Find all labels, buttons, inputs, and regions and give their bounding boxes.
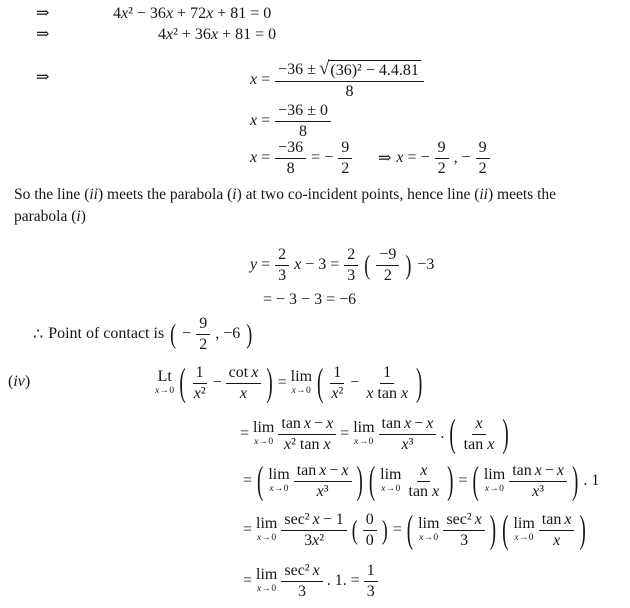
numerator: 1 <box>364 562 378 582</box>
limit-word: lim <box>256 515 278 533</box>
equation-mid: x − 3 = <box>294 256 340 273</box>
point-of-contact <box>33 312 253 356</box>
right-paren: ) <box>579 508 586 552</box>
fraction <box>509 462 567 501</box>
equals-sign: = <box>243 572 253 589</box>
right-paren: ) <box>381 515 388 545</box>
minus-sign: − <box>182 325 192 342</box>
fraction <box>376 246 399 285</box>
numerator: tan x − x <box>379 415 437 435</box>
equals-sign: = <box>277 374 287 391</box>
equation-lhs: x = <box>250 149 271 166</box>
limit-operator <box>291 369 312 396</box>
numerator-prefix: −36 ± <box>278 60 316 78</box>
numerator: cot x <box>226 364 262 384</box>
fraction <box>443 511 484 550</box>
limit-operator <box>256 516 277 543</box>
numerator: 0 <box>363 511 377 531</box>
equation-a5 <box>250 138 352 178</box>
denominator: 2 <box>199 335 208 353</box>
ref-i: (i) <box>71 208 86 225</box>
denominator: 3 <box>278 266 287 284</box>
fraction <box>364 562 378 601</box>
fraction <box>338 139 352 178</box>
denominator: 2 <box>437 159 446 177</box>
numerator: x <box>417 462 430 482</box>
left-paren: ( <box>449 412 456 456</box>
left-paren: ( <box>364 250 371 280</box>
equation-lhs: x = <box>250 112 271 129</box>
denominator: tan x <box>408 482 440 500</box>
equation-a1: 4x² − 36x + 72x + 81 = 0 <box>113 5 272 22</box>
fraction <box>275 139 306 178</box>
fraction <box>476 139 490 178</box>
equals-sign: = <box>392 521 402 538</box>
left-paren: ( <box>406 508 414 552</box>
implies-arrow: ⇒ <box>378 150 392 167</box>
times-one: . 1 <box>583 472 600 489</box>
limit-subscript: x→0 <box>354 437 374 448</box>
equation-a2: 4x² + 36x + 81 = 0 <box>158 26 277 43</box>
equation-a5-tail <box>378 138 490 178</box>
minus-sign: − <box>350 374 360 391</box>
denominator: x³ <box>401 435 414 453</box>
equation-c3 <box>243 458 599 504</box>
paragraph-line-2 <box>14 206 86 227</box>
equals-minus: = − <box>311 149 334 166</box>
left-paren: ( <box>257 459 264 503</box>
denominator: tan x <box>463 435 495 453</box>
minus-sign: − <box>212 374 222 391</box>
denominator: 2 <box>383 266 392 284</box>
right-paren: ) <box>489 508 497 552</box>
fraction <box>344 246 358 285</box>
denominator: 2 <box>478 159 487 177</box>
fraction <box>275 102 331 141</box>
left-paren: ( <box>179 361 186 405</box>
numerator: 1 <box>330 364 344 384</box>
right-paren: ) <box>246 319 253 349</box>
limit-subscript: x→0 <box>291 386 312 397</box>
denominator: 0 <box>365 531 374 549</box>
right-paren: ) <box>405 250 412 280</box>
equation-b2: = − 3 − 3 = −6 <box>263 291 357 308</box>
numerator: −36 <box>275 139 306 159</box>
contact-text: Point of contact is <box>48 325 165 342</box>
limit-word: lim <box>353 419 375 437</box>
fraction <box>406 462 443 501</box>
limit-word: lim <box>268 466 290 484</box>
denominator: x² tan x <box>283 435 331 453</box>
limit-operator <box>155 369 174 396</box>
paragraph-text: at two co-incident points, hence line <box>241 186 475 203</box>
fraction <box>363 364 411 403</box>
equation-lhs: x = − <box>396 149 430 166</box>
equals-sign: = <box>240 425 250 442</box>
fraction <box>281 562 322 601</box>
limit-operator <box>380 467 401 494</box>
paragraph-text: So the line <box>14 186 85 203</box>
numerator: 1 <box>193 364 207 384</box>
numerator: −9 <box>376 246 399 266</box>
denominator: 3x² <box>304 531 325 549</box>
right-paren: ) <box>502 412 509 456</box>
item-label-iv: (iv) <box>8 373 31 390</box>
equation-c2 <box>240 412 510 456</box>
denominator: 3 <box>460 531 469 549</box>
limit-operator <box>256 567 277 594</box>
limit-word: Lt <box>157 368 172 386</box>
paragraph-text: meets the <box>493 186 557 203</box>
limit-subscript: x→0 <box>269 484 289 495</box>
numerator: −36 ± 0 <box>275 102 331 122</box>
numerator: 1 <box>380 364 394 384</box>
limit-subscript: x→0 <box>484 484 505 495</box>
fraction <box>196 315 210 354</box>
paragraph-line-1 <box>14 184 556 205</box>
multiplication-dot: . <box>440 425 445 442</box>
fraction <box>461 415 498 454</box>
limit-word: lim <box>380 466 402 484</box>
denominator: x³ <box>532 482 545 500</box>
right-paren: ) <box>266 361 273 405</box>
limit-word: lim <box>290 368 313 386</box>
right-paren: ) <box>571 459 579 503</box>
numerator: sec² x <box>443 511 484 531</box>
limit-subscript: x→0 <box>514 533 534 544</box>
equation-a3 <box>250 56 424 104</box>
fraction <box>379 415 437 454</box>
right-paren: ) <box>356 459 363 503</box>
times-one-equals: . 1. = <box>326 572 360 589</box>
fraction <box>435 139 449 178</box>
limit-subscript: x→0 <box>381 484 401 495</box>
numerator: 2 <box>344 246 358 266</box>
left-paren: ( <box>170 319 177 349</box>
fraction <box>191 364 209 403</box>
paragraph-text: parabola <box>14 208 72 225</box>
contact-tail: , −6 <box>215 325 241 342</box>
left-paren: ( <box>502 508 509 552</box>
fraction <box>539 511 575 550</box>
radicand: (36)² − 4.4.81 <box>330 61 419 79</box>
limit-subscript: x→0 <box>254 437 274 448</box>
implies-arrow: ⇒ <box>36 5 50 22</box>
left-paren: ( <box>368 459 376 503</box>
therefore-symbol: ∴ <box>33 326 44 343</box>
fraction <box>363 511 377 550</box>
fraction <box>281 511 346 550</box>
fraction <box>328 364 346 403</box>
limit-operator <box>253 420 274 447</box>
denominator: 3 <box>298 582 307 600</box>
equals-sign: = <box>340 425 350 442</box>
equals-sign: = <box>243 472 253 489</box>
limit-word: lim <box>256 566 278 584</box>
denominator: 2 <box>341 159 350 177</box>
equation-c1 <box>155 358 423 408</box>
numerator: 9 <box>476 139 490 159</box>
limit-subscript: x→0 <box>419 533 439 544</box>
equals-sign: = <box>243 521 253 538</box>
equation-lhs: x = <box>250 71 271 88</box>
numerator: tan x − x <box>294 462 352 482</box>
limit-subscript: x→0 <box>257 584 277 595</box>
numerator: tan x − x <box>278 415 336 435</box>
limit-subscript: x→0 <box>257 533 277 544</box>
limit-word: lim <box>418 515 440 533</box>
equation-c5 <box>243 558 378 604</box>
left-paren: ( <box>351 515 358 545</box>
limit-word: lim <box>253 419 275 437</box>
right-paren: ) <box>447 459 454 503</box>
numerator <box>275 57 424 82</box>
denominator: 3 <box>347 266 356 284</box>
numerator: x <box>472 415 485 435</box>
limit-word: lim <box>483 466 506 484</box>
fraction <box>275 246 289 285</box>
numerator: tan x <box>539 511 575 531</box>
denominator: 8 <box>345 82 354 100</box>
denominator: x <box>553 531 561 549</box>
equation-b1 <box>250 240 434 290</box>
numerator: tan x − x <box>509 462 567 482</box>
denominator: x² <box>193 384 206 402</box>
limit-subscript: x→0 <box>155 386 175 397</box>
fraction <box>226 364 262 403</box>
equation-c4 <box>243 506 587 554</box>
denominator: 8 <box>299 122 308 140</box>
limit-operator <box>513 516 534 543</box>
sqrt-radical <box>318 57 421 80</box>
numerator: 9 <box>338 139 352 159</box>
denominator: x³ <box>316 482 329 500</box>
ref-ii: (ii) <box>84 186 104 203</box>
equation-a4 <box>250 100 331 142</box>
equation-lhs: y = <box>250 256 271 273</box>
numerator: sec² x <box>281 562 322 582</box>
limit-operator <box>353 420 374 447</box>
fraction <box>275 57 424 101</box>
fraction <box>278 415 336 454</box>
limit-operator <box>484 467 505 494</box>
denominator: x tan x <box>366 384 409 402</box>
separator: , − <box>453 149 471 166</box>
implies-arrow: ⇒ <box>36 26 50 43</box>
denominator: 3 <box>366 582 375 600</box>
equals-sign: = <box>458 472 468 489</box>
left-paren: ( <box>317 361 324 405</box>
denominator: x² <box>331 384 344 402</box>
left-paren: ( <box>472 459 479 503</box>
numerator: 9 <box>196 315 210 335</box>
limit-operator <box>268 467 289 494</box>
radical-sign-icon: √ <box>318 57 330 79</box>
paragraph-text: meets the parabola <box>103 186 228 203</box>
denominator: 8 <box>286 159 295 177</box>
ref-ii: (ii) <box>474 186 494 203</box>
implies-arrow: ⇒ <box>36 69 50 86</box>
equation-tail: −3 <box>417 256 435 273</box>
denominator: x <box>239 384 248 402</box>
ref-i: (i) <box>227 186 242 203</box>
fraction <box>294 462 352 501</box>
right-paren: ) <box>416 361 423 405</box>
numerator: 2 <box>275 246 289 266</box>
numerator: sec² x − 1 <box>281 511 346 531</box>
numerator: 9 <box>435 139 449 159</box>
limit-word: lim <box>513 515 535 533</box>
limit-operator <box>418 516 439 543</box>
